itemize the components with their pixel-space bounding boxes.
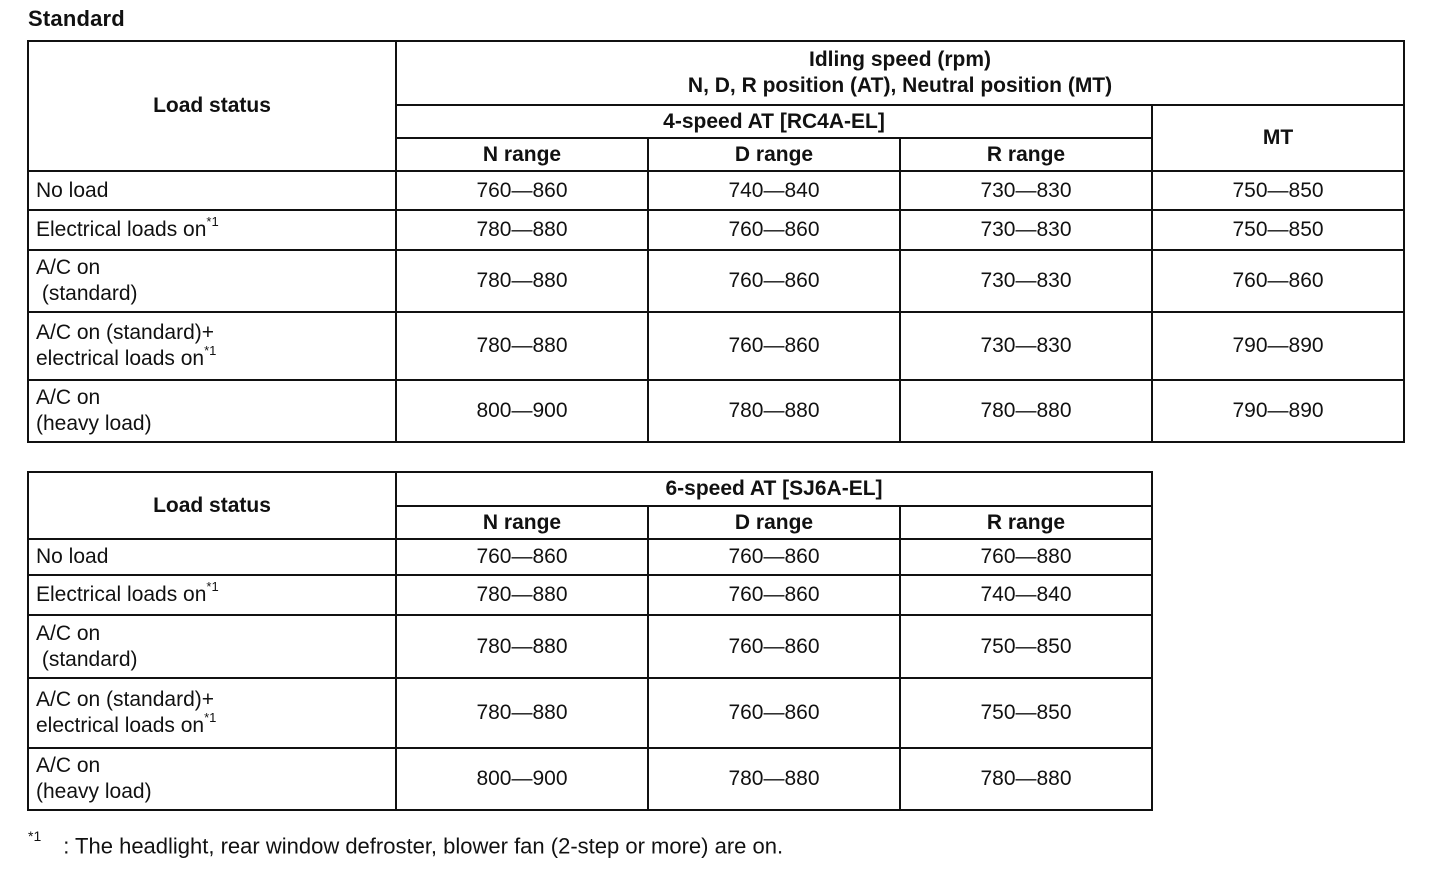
d-range-cell: 760—860 (648, 575, 900, 615)
d-range-cell: 740—840 (648, 171, 900, 210)
at-4speed-header: 4-speed AT [RC4A-EL] (396, 105, 1152, 138)
d-range-header: D range (648, 506, 900, 539)
table-row (28, 615, 1152, 678)
mt-cell: 790—890 (1152, 380, 1404, 442)
mt-cell: 760—860 (1152, 250, 1404, 312)
r-range-cell: 750—850 (900, 615, 1152, 678)
d-range-cell: 760—860 (648, 210, 900, 250)
table-row (28, 575, 1152, 615)
mt-header: MT (1152, 105, 1404, 171)
at-6speed-header: 6-speed AT [SJ6A-EL] (396, 472, 1152, 506)
footnote-ref: *1 (204, 343, 217, 358)
table-row (28, 539, 1152, 575)
table-row (28, 678, 1152, 748)
n-range-cell: 780—880 (396, 615, 648, 678)
load-status-label: A/C on (standard)+ (36, 688, 215, 712)
mt-cell: 750—850 (1152, 210, 1404, 250)
n-range-cell: 760—860 (396, 539, 648, 575)
load-status-cell (28, 748, 396, 810)
r-range-cell: 730—830 (900, 312, 1152, 380)
load-status-label: A/C on (36, 386, 101, 410)
r-range-cell: 740—840 (900, 575, 1152, 615)
load-status-label: A/C on (standard)+ (36, 321, 215, 345)
n-range-cell: 780—880 (396, 312, 648, 380)
footnote (28, 828, 784, 859)
d-range-cell: 780—880 (648, 748, 900, 810)
d-range-cell: 760—860 (648, 678, 900, 748)
r-range-cell: 730—830 (900, 171, 1152, 210)
load-status-header: Load status (28, 472, 396, 539)
load-status-cell (28, 210, 396, 250)
n-range-cell: 780—880 (396, 575, 648, 615)
d-range-header: D range (648, 138, 900, 171)
load-status-cell (28, 615, 396, 678)
table-header-row (28, 472, 1152, 506)
idling-speed-header (396, 41, 1404, 105)
footnote-mark: *1 (28, 828, 42, 844)
r-range-header: R range (900, 138, 1152, 171)
load-status-label: Electrical loads on (36, 218, 207, 242)
table-row (28, 748, 1152, 810)
load-status-label: No load (36, 178, 109, 202)
load-status-header: Load status (28, 41, 396, 171)
load-status-label: No load (36, 545, 109, 569)
r-range-cell: 730—830 (900, 250, 1152, 312)
load-status-label-line2: electrical loads on (36, 347, 205, 370)
d-range-cell: 780—880 (648, 380, 900, 442)
mt-cell: 790—890 (1152, 312, 1404, 380)
n-range-cell: 780—880 (396, 678, 648, 748)
idle-speed-table-4at-mt (27, 40, 1405, 443)
n-range-cell: 800—900 (396, 748, 648, 810)
r-range-cell: 780—880 (900, 380, 1152, 442)
load-status-label-line2: electrical loads on (36, 714, 205, 737)
r-range-cell: 780—880 (900, 748, 1152, 810)
table-row (28, 171, 1404, 210)
load-status-label-line2: (standard) (36, 647, 138, 671)
footnote-ref: *1 (206, 214, 219, 230)
load-status-label-line2: (heavy load) (36, 780, 152, 803)
n-range-cell: 760—860 (396, 171, 648, 210)
n-range-cell: 780—880 (396, 250, 648, 312)
load-status-label: Electrical loads on (36, 583, 207, 607)
r-range-cell: 730—830 (900, 210, 1152, 250)
load-status-cell (28, 250, 396, 312)
idling-speed-header-line1: Idling speed (rpm) (809, 48, 992, 72)
r-range-cell: 760—880 (900, 539, 1152, 575)
load-status-label-line2: (heavy load) (36, 412, 152, 435)
table-row (28, 380, 1404, 442)
n-range-cell: 780—880 (396, 210, 648, 250)
footnote-ref: *1 (204, 710, 217, 725)
idle-speed-table-6at (27, 471, 1153, 811)
table-row (28, 312, 1404, 380)
n-range-cell: 800—900 (396, 380, 648, 442)
load-status-cell (28, 171, 396, 210)
load-status-cell (28, 575, 396, 615)
page-heading: Standard (28, 6, 125, 31)
footnote-text: : The headlight, rear window defroster, blower fan (2-step or more) are on. (63, 833, 784, 859)
load-status-label: A/C on (36, 754, 101, 778)
table-row (28, 210, 1404, 250)
load-status-cell (28, 539, 396, 575)
d-range-cell: 760—860 (648, 615, 900, 678)
n-range-header: N range (396, 506, 648, 539)
r-range-header: R range (900, 506, 1152, 539)
footnote-ref: *1 (206, 579, 219, 595)
n-range-header: N range (396, 138, 648, 171)
idling-speed-header-line2: N, D, R position (AT), Neutral position (MT) (687, 74, 1113, 97)
d-range-cell: 760—860 (648, 250, 900, 312)
d-range-cell: 760—860 (648, 539, 900, 575)
load-status-cell (28, 678, 396, 748)
table-row (28, 250, 1404, 312)
r-range-cell: 750—850 (900, 678, 1152, 748)
load-status-label: A/C on (36, 256, 101, 280)
load-status-cell (28, 380, 396, 442)
table-header-row (28, 41, 1404, 105)
load-status-label: A/C on (36, 621, 101, 645)
load-status-label-line2: (standard) (36, 282, 138, 305)
mt-cell: 750—850 (1152, 171, 1404, 210)
d-range-cell: 760—860 (648, 312, 900, 380)
load-status-cell (28, 312, 396, 380)
